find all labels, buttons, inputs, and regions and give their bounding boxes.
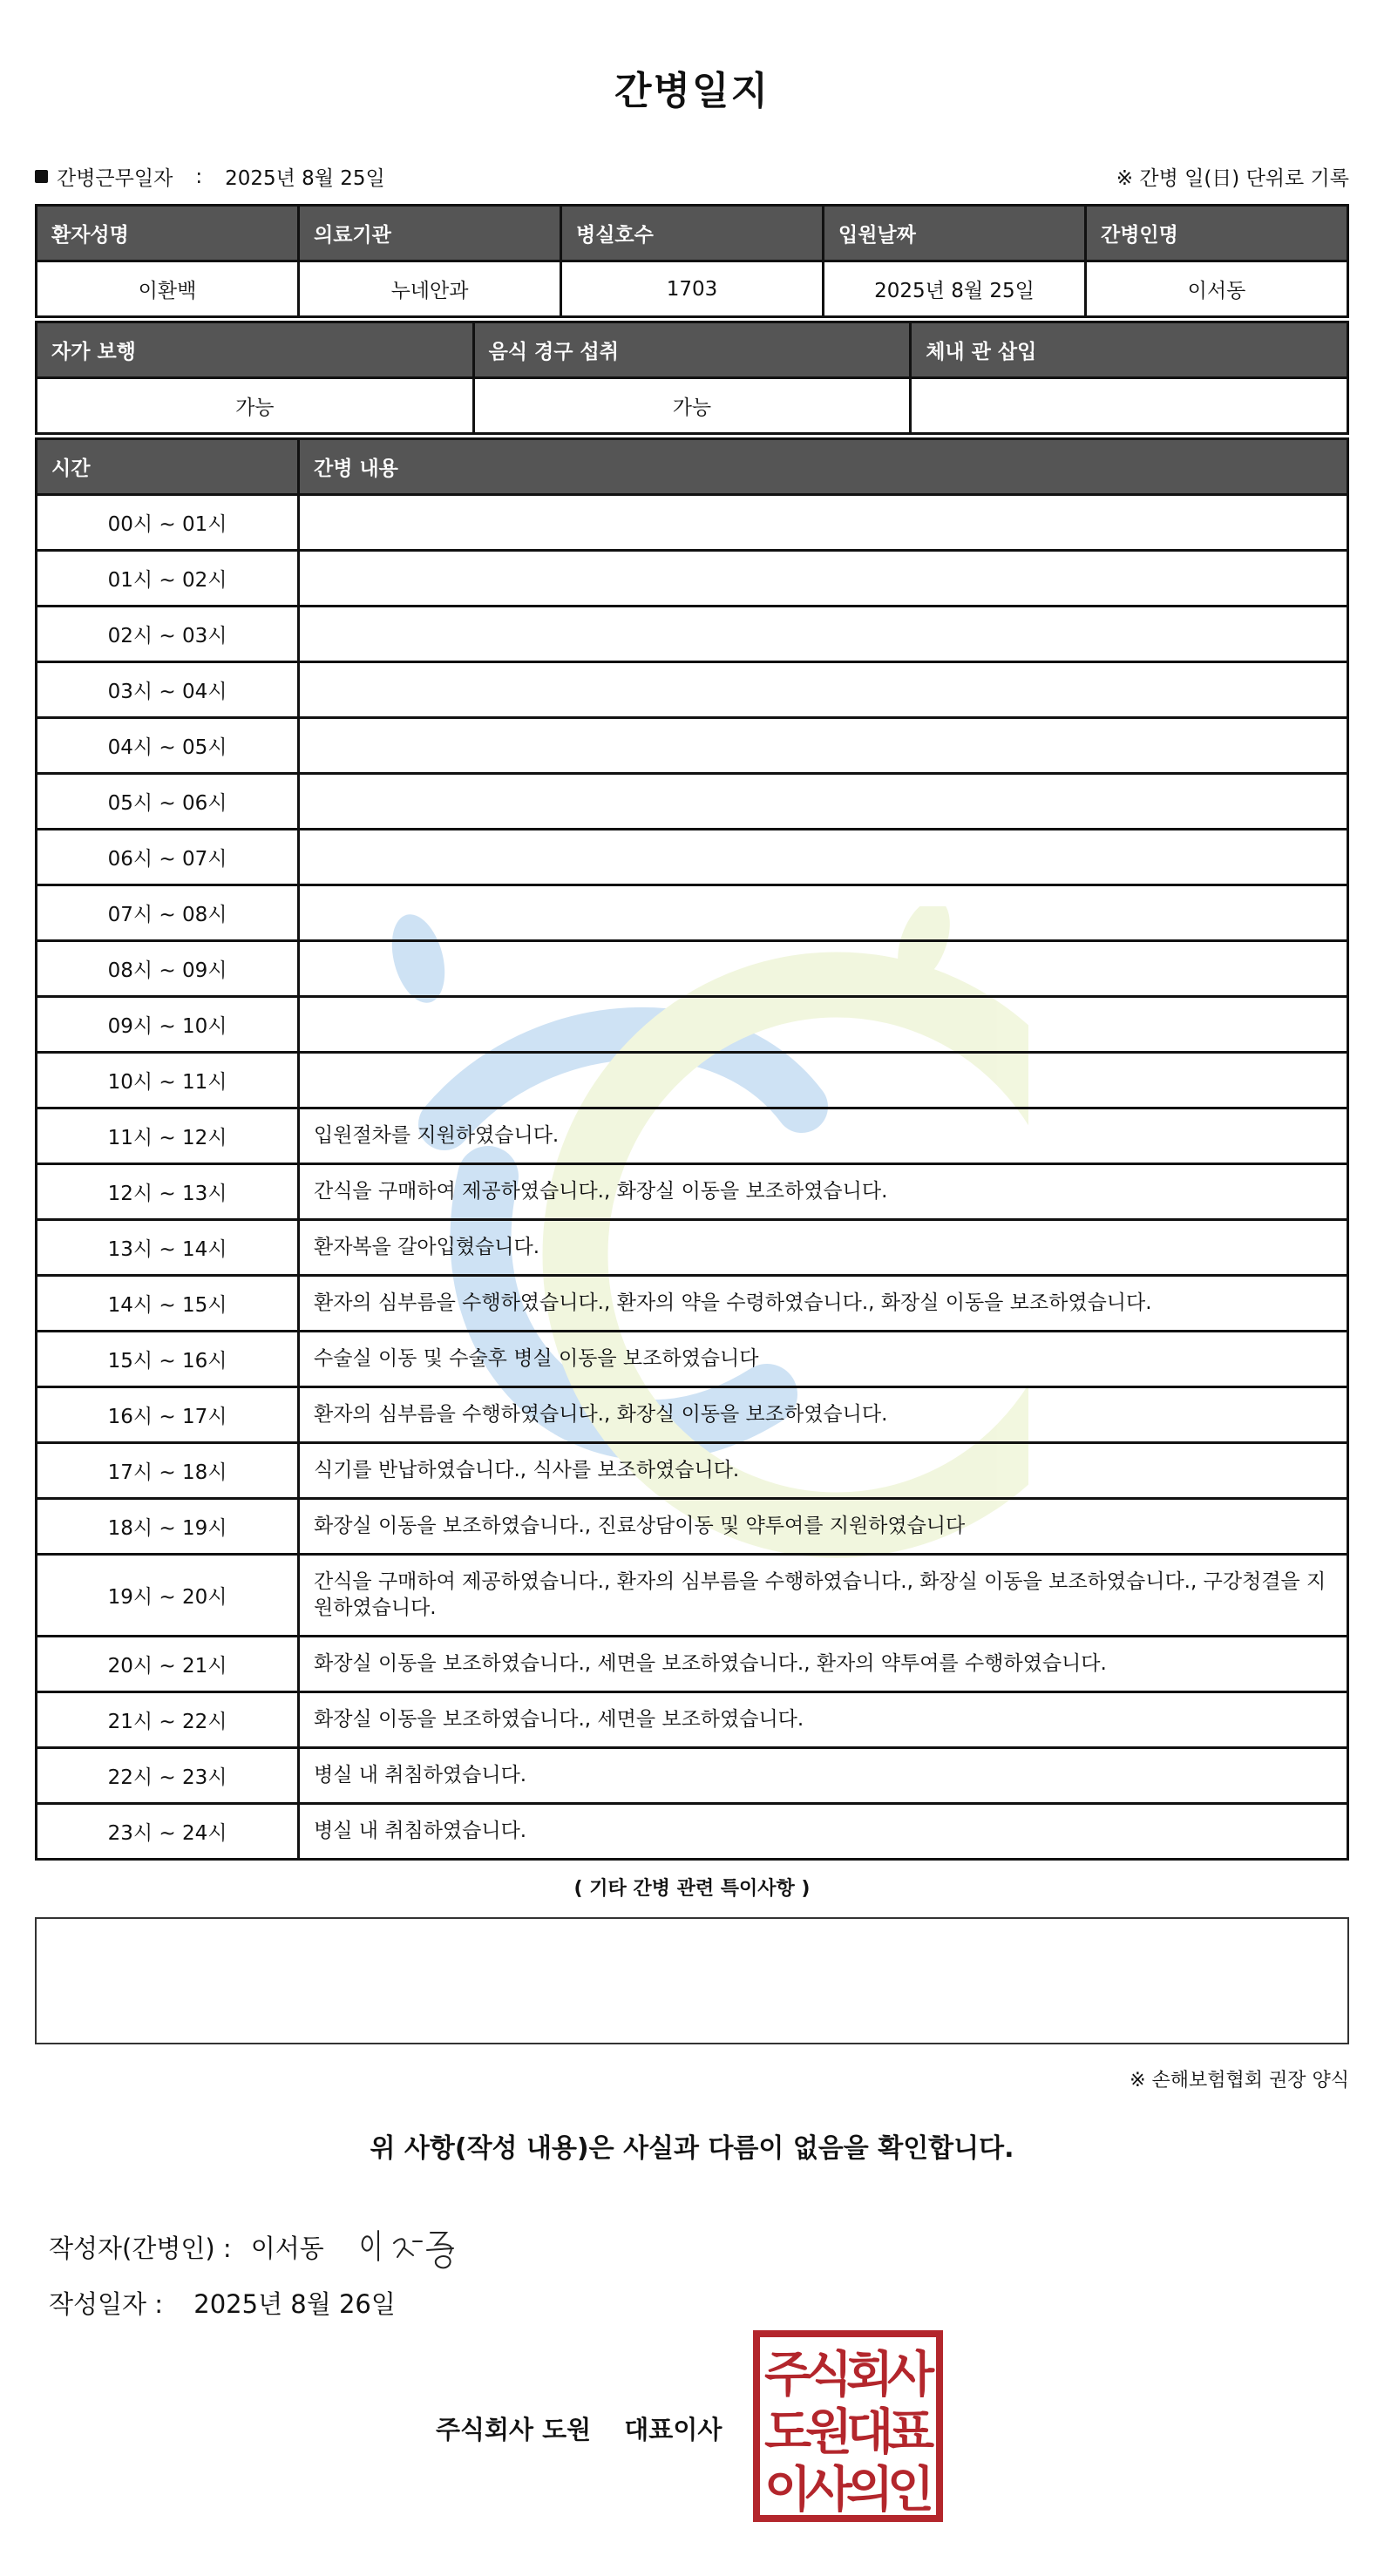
log-content xyxy=(299,830,1348,885)
log-content xyxy=(299,607,1348,662)
log-time: 00시 ~ 01시 xyxy=(37,495,299,551)
log-row xyxy=(37,495,1348,551)
log-time: 18시 ~ 19시 xyxy=(37,1499,299,1555)
self-walking: 가능 xyxy=(37,378,474,434)
log-row xyxy=(37,830,1348,885)
document-title: 간병일지 xyxy=(614,69,770,113)
header-hospital: 의료기관 xyxy=(299,206,561,261)
caregiver-name: 이서동 xyxy=(1086,261,1348,317)
care-log-table xyxy=(35,437,1349,1861)
svg-text:의: 의 xyxy=(845,2462,894,2518)
write-date-value: 2025년 8월 26일 xyxy=(193,2289,396,2319)
log-time: 15시 ~ 16시 xyxy=(37,1332,299,1387)
svg-text:주: 주 xyxy=(763,2347,812,2403)
patient-status-table xyxy=(35,321,1349,435)
log-content xyxy=(299,551,1348,607)
log-content: 병실 내 취침하였습니다. xyxy=(299,1804,1348,1860)
log-row xyxy=(37,774,1348,830)
log-time: 09시 ~ 10시 xyxy=(37,997,299,1053)
log-time: 02시 ~ 03시 xyxy=(37,607,299,662)
room-number: 1703 xyxy=(561,261,824,317)
log-time: 03시 ~ 04시 xyxy=(37,662,299,718)
header-patient-name: 환자성명 xyxy=(37,206,299,261)
log-row xyxy=(37,551,1348,607)
log-content: 화장실 이동을 보조하였습니다., 세면을 보조하였습니다., 환자의 약투여를 수행하였습니다. xyxy=(299,1637,1348,1692)
log-row xyxy=(37,941,1348,997)
header-time: 시간 xyxy=(37,439,299,495)
log-content: 화장실 이동을 보조하였습니다., 진료상담이동 및 약투여를 지원하였습니다 xyxy=(299,1499,1348,1555)
log-time: 10시 ~ 11시 xyxy=(37,1053,299,1108)
header-self-walking: 자가 보행 xyxy=(37,322,474,378)
log-time: 21시 ~ 22시 xyxy=(37,1692,299,1748)
header-admission-date: 입원날짜 xyxy=(824,206,1086,261)
work-date-line xyxy=(35,162,385,191)
log-row xyxy=(37,885,1348,941)
log-content: 수술실 이동 및 수술후 병실 이동을 보조하였습니다 xyxy=(299,1332,1348,1387)
log-content: 화장실 이동을 보조하였습니다., 세면을 보조하였습니다. xyxy=(299,1692,1348,1748)
svg-text:회: 회 xyxy=(845,2347,894,2403)
header-caregiver-name: 간병인명 xyxy=(1086,206,1348,261)
unit-note: ※ 간병 일(日) 단위로 기록 xyxy=(1116,167,1349,190)
log-row xyxy=(37,1053,1348,1108)
log-row xyxy=(37,1108,1348,1164)
oral-intake: 가능 xyxy=(473,378,911,434)
extra-notes-box xyxy=(35,1917,1349,2044)
log-row xyxy=(37,1220,1348,1276)
svg-text:사: 사 xyxy=(804,2462,853,2518)
log-time: 19시 ~ 20시 xyxy=(37,1555,299,1637)
log-time: 14시 ~ 15시 xyxy=(37,1276,299,1332)
svg-text:인: 인 xyxy=(886,2462,935,2518)
writer-label: 작성자(간병인) : xyxy=(49,2233,232,2263)
log-row xyxy=(37,718,1348,774)
company-seal-stamp xyxy=(751,2329,945,2524)
work-date-value: 2025년 8월 25일 xyxy=(225,167,385,190)
svg-text:식: 식 xyxy=(804,2347,853,2403)
log-content: 식기를 반납하였습니다., 식사를 보조하였습니다. xyxy=(299,1443,1348,1499)
log-time: 07시 ~ 08시 xyxy=(37,885,299,941)
log-row xyxy=(37,1276,1348,1332)
log-content xyxy=(299,718,1348,774)
extra-notes-title: ( 기타 간병 관련 특이사항 ) xyxy=(573,1878,811,1900)
write-date-label: 작성일자 : xyxy=(49,2289,164,2319)
writer-line xyxy=(49,2220,486,2273)
log-time: 20시 ~ 21시 xyxy=(37,1637,299,1692)
confirmation-statement: 위 사항(작성 내용)은 사실과 다름이 없음을 확인합니다. xyxy=(370,2133,1014,2164)
log-time: 12시 ~ 13시 xyxy=(37,1164,299,1220)
log-content: 환자복을 갈아입혔습니다. xyxy=(299,1220,1348,1276)
log-time: 23시 ~ 24시 xyxy=(37,1804,299,1860)
log-content xyxy=(299,997,1348,1053)
log-content xyxy=(299,774,1348,830)
association-note: ※ 손해보험협회 권장 양식 xyxy=(1130,2070,1349,2091)
log-row xyxy=(37,1748,1348,1804)
log-row xyxy=(37,1499,1348,1555)
log-row xyxy=(37,662,1348,718)
log-content xyxy=(299,1053,1348,1108)
work-date-label: 간병근무일자 xyxy=(57,167,173,190)
work-date-separator: : xyxy=(195,165,203,188)
log-row xyxy=(37,1692,1348,1748)
header-oral-intake: 음식 경구 섭취 xyxy=(473,322,911,378)
svg-text:이: 이 xyxy=(763,2462,812,2518)
log-content: 병실 내 취침하였습니다. xyxy=(299,1748,1348,1804)
log-row xyxy=(37,1387,1348,1443)
log-row xyxy=(37,607,1348,662)
log-content: 환자의 심부름을 수행하였습니다., 화장실 이동을 보조하였습니다. xyxy=(299,1387,1348,1443)
log-time: 04시 ~ 05시 xyxy=(37,718,299,774)
writer-name: 이서동 xyxy=(250,2233,324,2263)
svg-text:대: 대 xyxy=(845,2404,894,2461)
svg-text:도: 도 xyxy=(763,2404,812,2461)
hospital: 누네안과 xyxy=(299,261,561,317)
company-name: 주식회사 도원 xyxy=(436,2415,592,2444)
log-time: 13시 ~ 14시 xyxy=(37,1220,299,1276)
company-line xyxy=(436,2410,722,2446)
log-time: 22시 ~ 23시 xyxy=(37,1748,299,1804)
patient-name: 이환백 xyxy=(37,261,299,317)
log-content xyxy=(299,885,1348,941)
log-content xyxy=(299,941,1348,997)
log-row xyxy=(37,1332,1348,1387)
log-time: 01시 ~ 02시 xyxy=(37,551,299,607)
handwritten-signature xyxy=(356,2220,486,2273)
svg-text:표: 표 xyxy=(886,2404,935,2461)
log-time: 06시 ~ 07시 xyxy=(37,830,299,885)
header-care-content: 간병 내용 xyxy=(299,439,1348,495)
log-row xyxy=(37,1804,1348,1860)
header-room-number: 병실호수 xyxy=(561,206,824,261)
log-row xyxy=(37,1555,1348,1637)
log-row xyxy=(37,1443,1348,1499)
log-content: 간식을 구매하여 제공하였습니다., 화장실 이동을 보조하였습니다. xyxy=(299,1164,1348,1220)
bullet-icon xyxy=(35,170,48,183)
tube-insertion xyxy=(911,378,1348,434)
log-row xyxy=(37,1637,1348,1692)
write-date-line xyxy=(49,2285,396,2321)
log-time: 08시 ~ 09시 xyxy=(37,941,299,997)
svg-text:사: 사 xyxy=(886,2347,935,2403)
log-content: 환자의 심부름을 수행하였습니다., 환자의 약을 수령하였습니다., 화장실 이동을 보조하였습니다. xyxy=(299,1276,1348,1332)
header-tube-insertion: 체내 관 삽입 xyxy=(911,322,1348,378)
svg-text:원: 원 xyxy=(804,2404,853,2461)
log-row xyxy=(37,1164,1348,1220)
admission-date: 2025년 8월 25일 xyxy=(824,261,1086,317)
representative-title: 대표이사 xyxy=(624,2415,723,2444)
patient-info-table xyxy=(35,204,1349,318)
log-time: 16시 ~ 17시 xyxy=(37,1387,299,1443)
log-content: 입원절차를 지원하였습니다. xyxy=(299,1108,1348,1164)
log-content xyxy=(299,495,1348,551)
log-content: 간식을 구매하여 제공하였습니다., 환자의 심부름을 수행하였습니다., 화장실 이동을 보조하였습니다., 구강청결을 지원하였습니다. xyxy=(299,1555,1348,1637)
log-time: 05시 ~ 06시 xyxy=(37,774,299,830)
log-content xyxy=(299,662,1348,718)
log-row xyxy=(37,997,1348,1053)
log-time: 17시 ~ 18시 xyxy=(37,1443,299,1499)
log-time: 11시 ~ 12시 xyxy=(37,1108,299,1164)
